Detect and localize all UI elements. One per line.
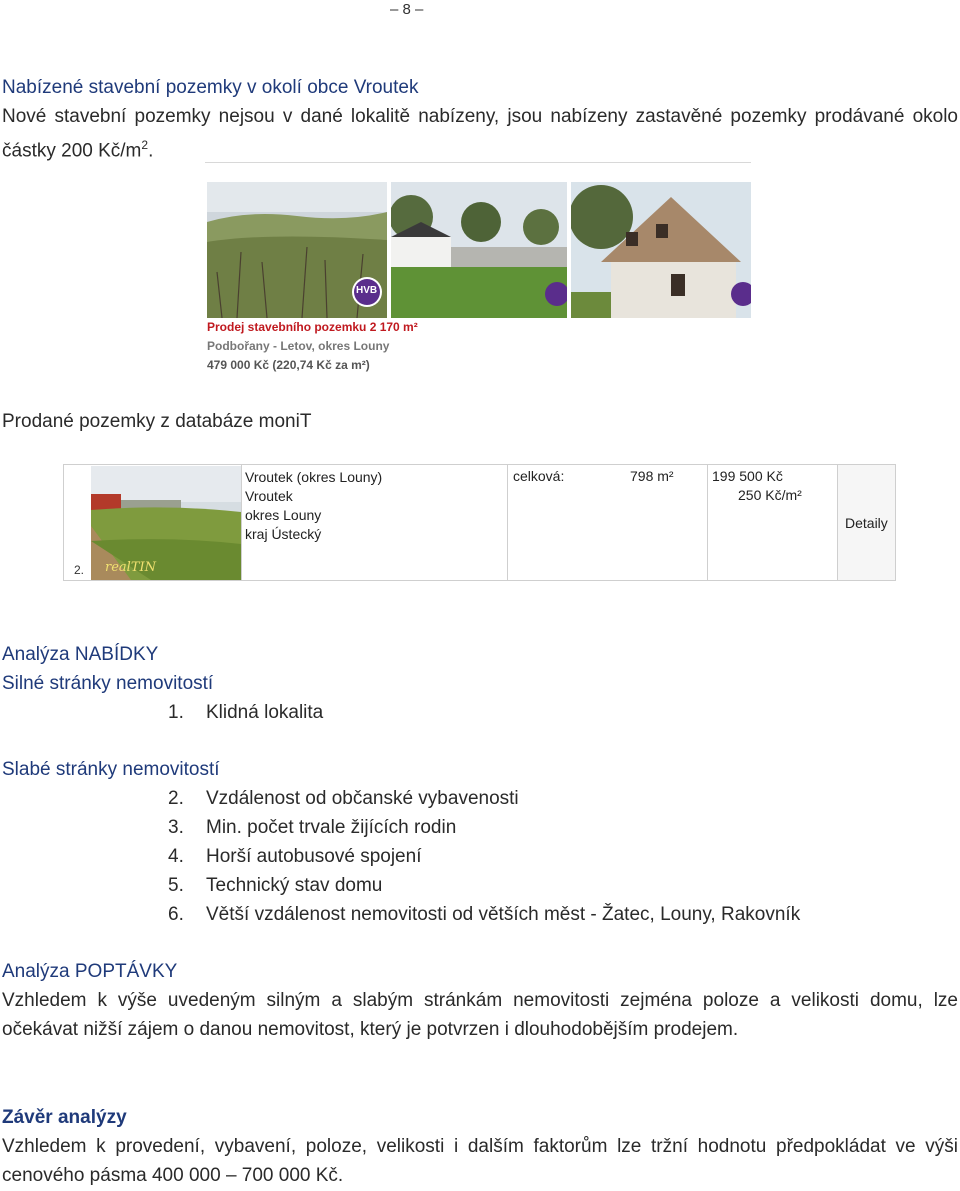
list-item: 3. Min. počet trvale žijících rodin (168, 817, 457, 838)
list-item: 2. Vzdálenost od občanské vybavenosti (168, 788, 519, 809)
sold-record-area-value: 798 m² (630, 468, 674, 484)
sold-record-detail-link[interactable]: Detaily (845, 515, 888, 531)
analysis-offer-heading: Analýza NABÍDKY (2, 644, 159, 665)
weaknesses-label: Slabé stránky nemovitostí (2, 759, 220, 780)
list-item: 4. Horší autobusové spojení (168, 846, 422, 867)
list-item: 6. Větší vzdálenost nemovitosti od větších měst - Žatec, Louny, Rakovník (168, 904, 801, 925)
hvb-logo-text: HVB (356, 285, 378, 296)
sold-section-title: Prodané pozemky z databáze moniT (2, 411, 312, 432)
list-item: 5. Technický stav domu (168, 875, 383, 896)
sold-record-row (63, 464, 896, 581)
listing-price: 479 000 Kč (220,74 Kč za m²) (207, 358, 370, 372)
sold-record-price: 199 500 Kč (712, 468, 783, 484)
analysis-demand-heading: Analýza POPTÁVKY (2, 961, 178, 982)
sold-record-price-per-m2: 250 Kč/m² (738, 487, 802, 503)
listing-title[interactable]: Prodej stavebního pozemku 2 170 m² (207, 320, 418, 334)
listing-card[interactable] (205, 162, 751, 378)
sold-record-index: 2. (74, 563, 85, 577)
conclusion-heading: Závěr analýzy (2, 1107, 127, 1128)
list-item: 1. Klidná lokalita (168, 702, 324, 723)
listing-photo-houses (391, 182, 567, 318)
sold-record-photo (91, 466, 241, 580)
sold-record-area-label: celková: (513, 468, 565, 484)
offer-section-text: Nové stavební pozemky nejsou v dané lokalitě nabízeny, jsou nabízeny zastavěné pozemky prodávané okolo částky 200 $Kč/m^2$. (2, 106, 958, 162)
listing-photo-old-house (571, 182, 751, 318)
offer-section-title: Nabízené stavební pozemky v okolí obce Vroutek (2, 77, 419, 98)
analysis-demand-text: Vzhledem k výše uvedeným silným a slabým stránkám nemovitosti zejména poloze a velikosti domu, lze očekávat nižší zájem o danou nemovitost, který je potvrzen i dlouhodobějším prodejem. (2, 990, 958, 1040)
sold-record-watermark: realTIN (105, 560, 156, 575)
listing-location: Podbořany - Letov, okres Louny (207, 339, 390, 353)
conclusion-text: Vzhledem k provedení, vybavení, poloze, velikosti i dalším faktorům lze tržní hodnotu předpokládat ve výši cenového pásma 400 000 – 700 000 Kč. (2, 1136, 958, 1186)
strengths-label: Silné stránky nemovitostí (2, 673, 214, 694)
page-number: – 8 – (390, 1, 424, 18)
sold-record-address: Vroutek (okres Louny) Vroutek okres Louny kraj Ústecký (245, 469, 383, 542)
listing-photo-field (207, 182, 387, 318)
